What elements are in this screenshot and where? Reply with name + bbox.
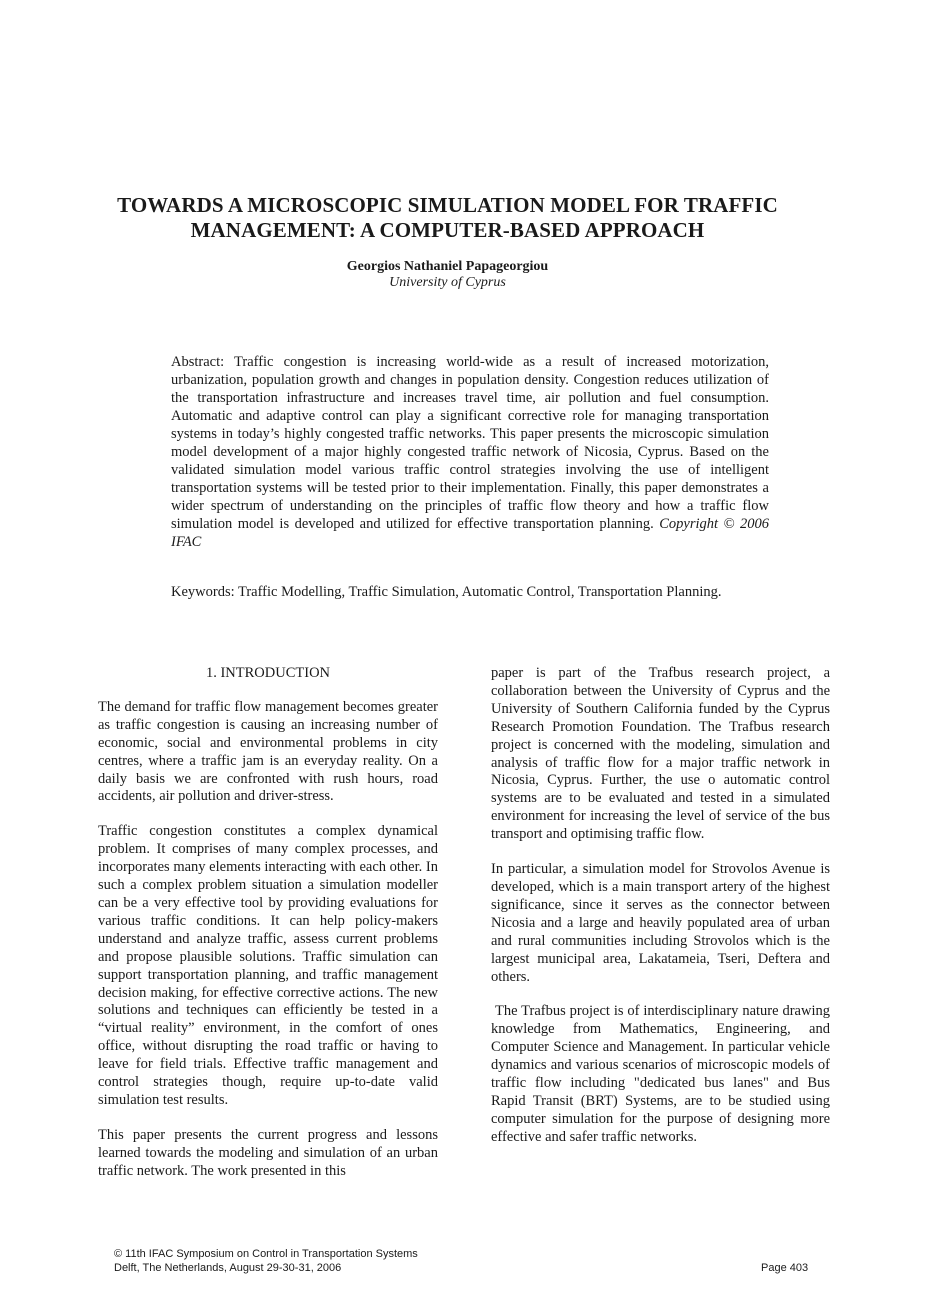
abstract: [171, 353, 769, 551]
paragraph: The demand for traffic flow management becomes greater as traffic congestion is causing an increasing number of economic, social and environmental problems in city centres, where a traffic jam is an everyday reality. On a daily basis we are confronted with rush hours, road accidents, air pollution and driver-stress.: [98, 698, 438, 805]
right-column: [491, 665, 830, 1164]
paragraph: paper is part of the Trafbus research project, a collaboration between the University of Cyprus and the University of Southern California funded by the Cyprus Research Promotion Foundation. The Trafbus research project is concerned with the modeling, simulation and analysis of traffic flow for a major traffic network in Nicosia, Cyprus. Further, the use o automatic control systems are to be evaluated and tested in a simulated environment for increasing the level of service of the bus transport and optimising traffic flow.: [491, 665, 830, 843]
author-affiliation: University of Cyprus: [389, 275, 506, 290]
title-line-2: MANAGEMENT: A COMPUTER-BASED APPROACH: [190, 218, 705, 242]
paper-title: [0, 193, 895, 243]
paragraph: Traffic congestion constitutes a complex dynamical problem. It comprises of many complex processes, and incorporates many elements interacting with each other. In such a complex problem situation a simulation modeller can be a very effective tool by providing evaluations for various traffic conditions. It can help policy-makers understand and analyze traffic, assess current problems and propose plausible solutions. Traffic simulation can support transportation planning, and traffic management decision making, for effective corrective actions. The new solutions and techniques can efficiently be tested in a “virtual reality” environment, in the comfort of ones office, without disrupting the road traffic or having to leave for field trials. Effective traffic management and control strategies though, require up-to-date valid simulation test results.: [98, 823, 438, 1108]
section-heading-introduction: 1. INTRODUCTION: [205, 665, 331, 681]
abstract-text: Abstract: Traffic congestion is increasing world-wide as a result of increased motorization, urbanization, population growth and changes in population density. Congestion reduces utilization of the transportation infrastructure and increases travel time, air pollution and fuel consumption. Automatic and adaptive control can play a significant corrective role for managing transportation systems in today’s highly congested traffic networks. This paper presents the microscopic simulation model development of a major highly congested traffic network of Nicosia, Cyprus. Based on the validated simulation model various traffic control strategies involving the use of intelligent transportation systems will be tested prior to their implementation. Finally, this paper demonstrates a wider spectrum of understanding on the principles of traffic flow theory and how a traffic flow simulation model is developed and utilized for effective transportation planning.: [171, 354, 769, 532]
copyright-notice: Copyright © 2006 IFAC: [171, 516, 770, 550]
page-number: Page 403: [761, 1262, 809, 1274]
keywords: Keywords: Traffic Modelling, Traffic Simulation, Automatic Control, Transportation Planning.: [171, 584, 722, 600]
footer-line-1: © 11th IFAC Symposium on Control in Transportation Systems: [114, 1248, 418, 1260]
footer-line-2: Delft, The Netherlands, August 29-30-31, 2006: [114, 1262, 342, 1274]
paragraph: The Trafbus project is of interdisciplinary nature drawing knowledge from Mathematics, Engineering, and Computer Science and Management. In particular vehicle dynamics and various scenarios of microscopic models of traffic flow including "dedicated bus lanes" and Bus Rapid Transit (BRT) Systems, are to be studied using computer simulation for the purpose of designing more effective and safer traffic networks.: [491, 1003, 830, 1145]
left-column: [98, 665, 438, 1198]
author-name: Georgios Nathaniel Papageorgiou: [346, 259, 549, 274]
paragraph: This paper presents the current progress and lessons learned towards the modeling and simulation of an urban traffic network. The work presented in this: [98, 1126, 438, 1179]
title-line-1: TOWARDS A MICROSCOPIC SIMULATION MODEL FOR TRAFFIC: [117, 193, 778, 217]
footer-conference: [114, 1247, 418, 1275]
paragraph: In particular, a simulation model for Strovolos Avenue is developed, which is a main transport artery of the highest significance, since it serves as the connector between Nicosia and a large and heavily populated area of urban and rural communities including Strovolos which is the largest municipal area, Lakatameia, Tseri, Deftera and others.: [491, 861, 830, 985]
